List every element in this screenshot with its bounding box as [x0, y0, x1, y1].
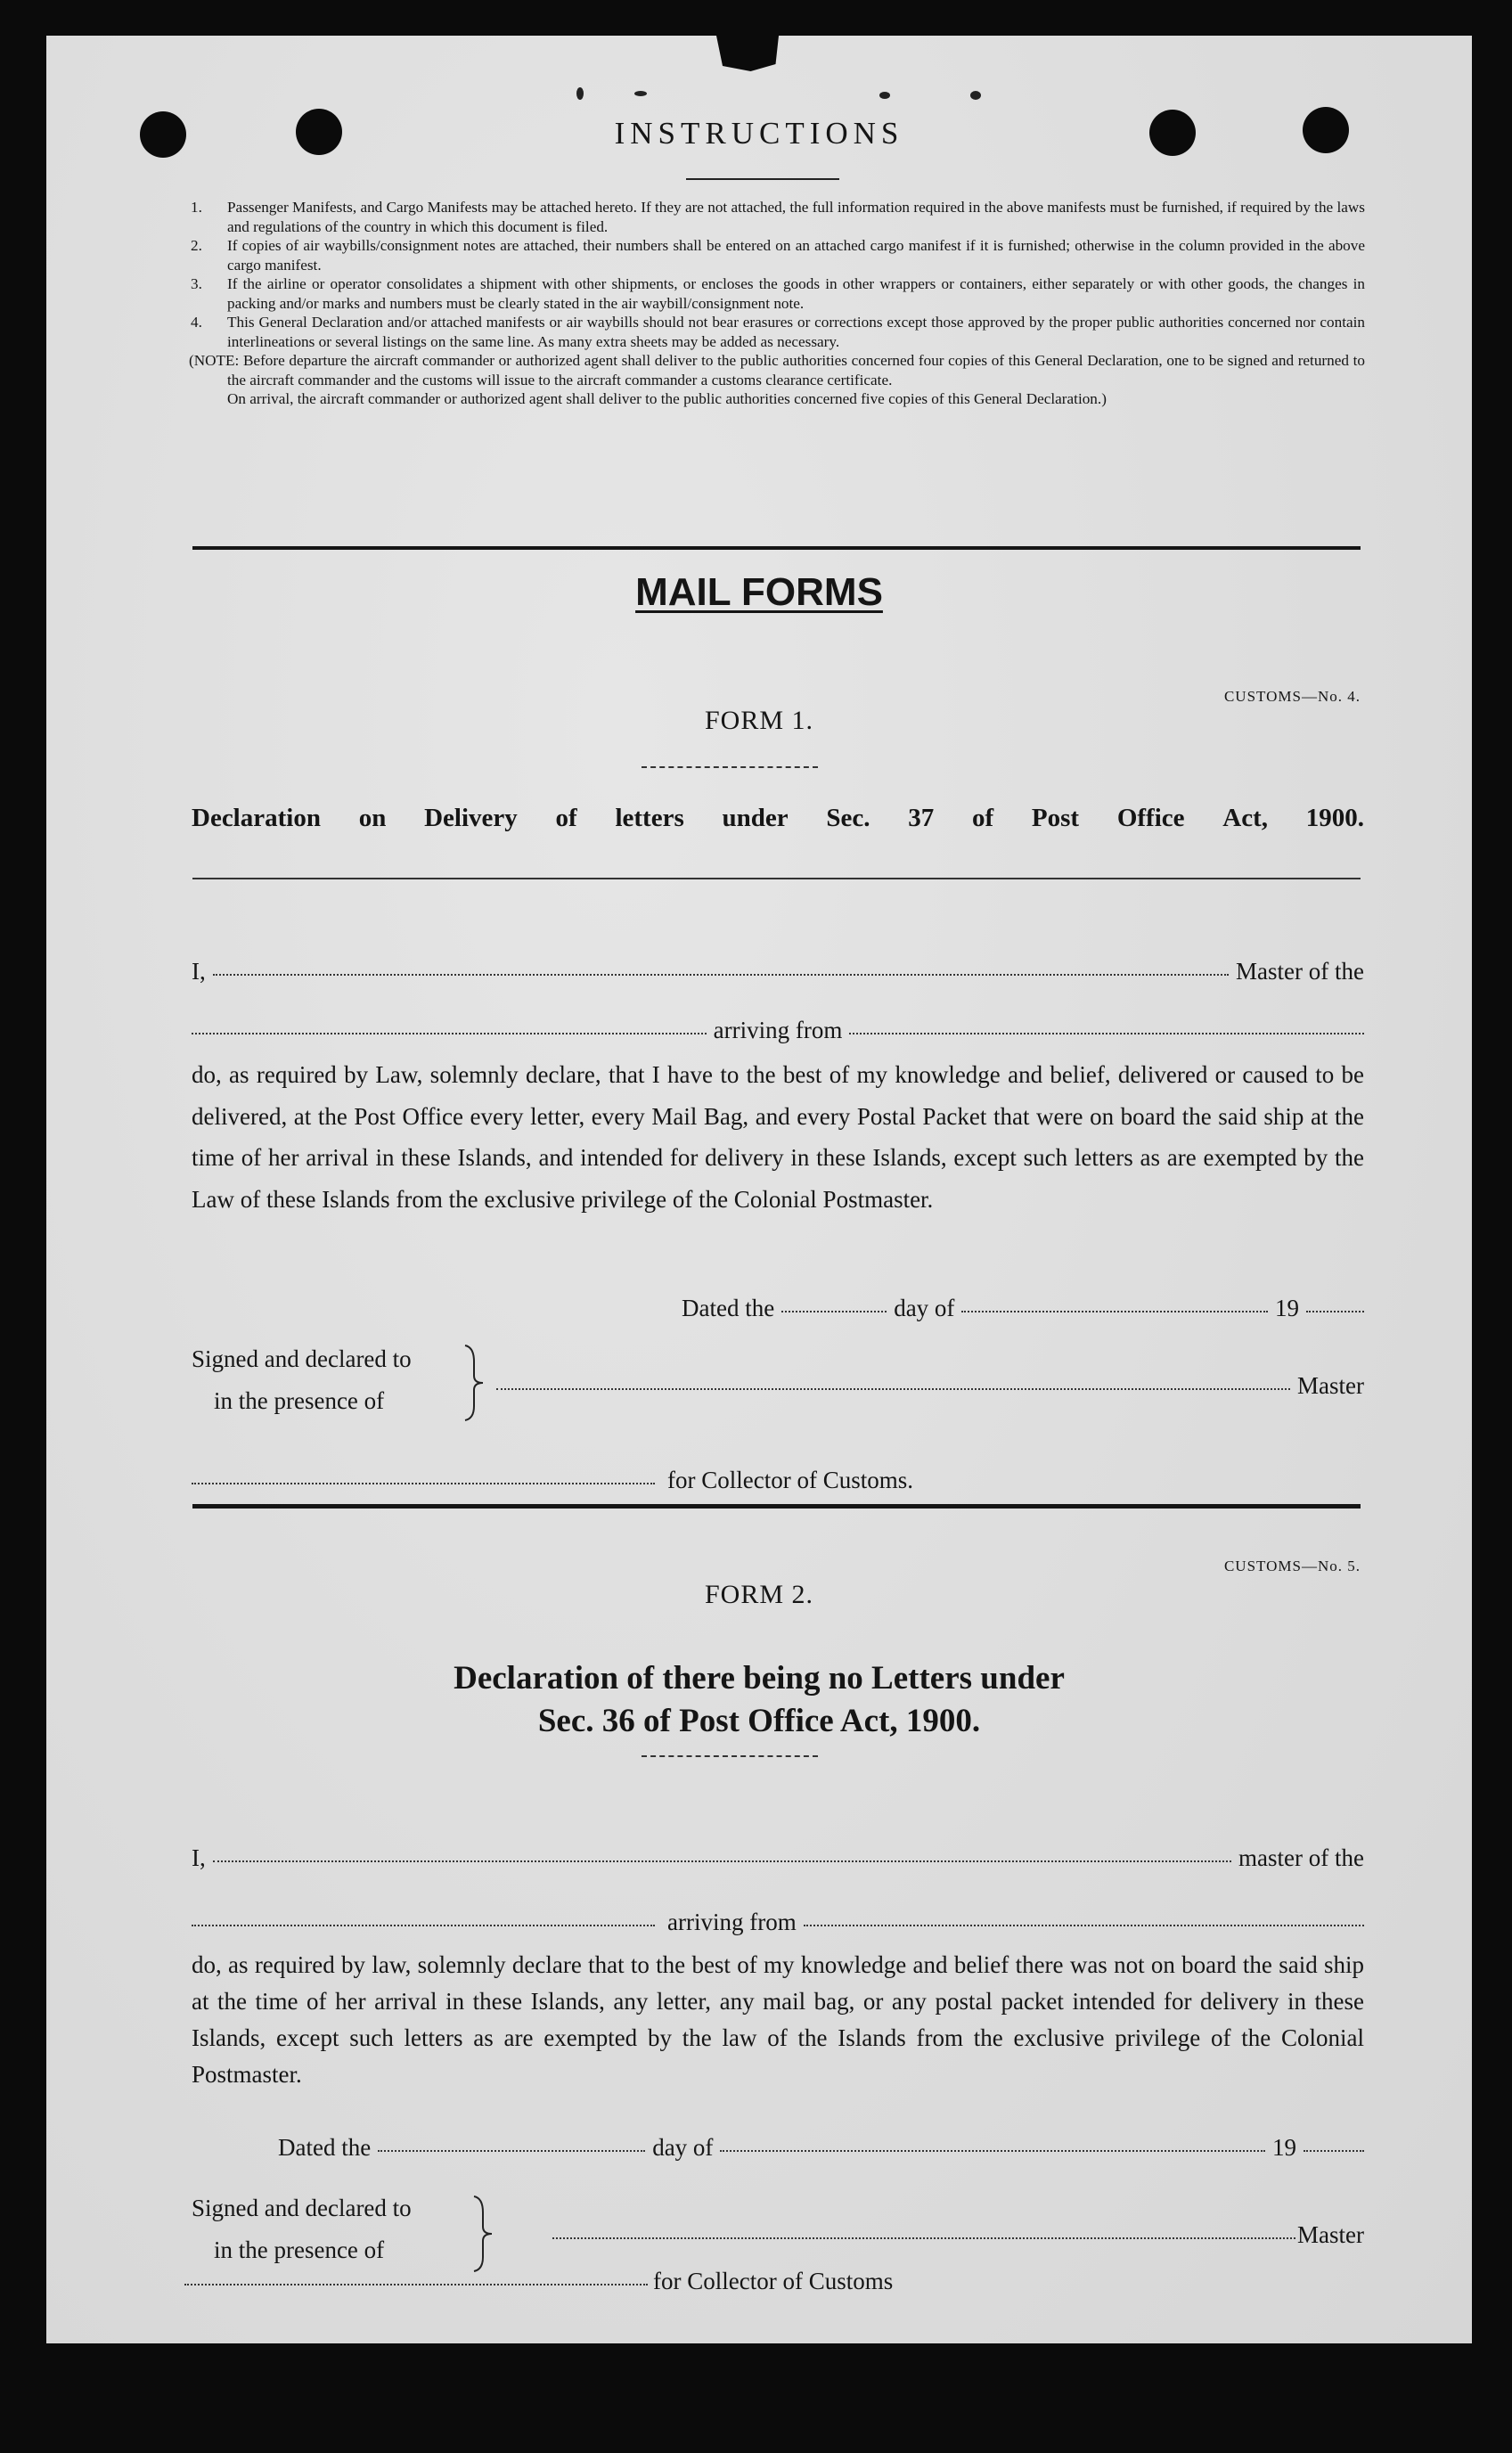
form1-master-line	[192, 958, 1364, 985]
instruction-item	[189, 198, 1365, 236]
heading-word: 37	[908, 804, 935, 832]
form-divider	[192, 1504, 1361, 1509]
speck	[879, 92, 890, 99]
mail-forms-title: MAIL FORMS	[635, 570, 883, 614]
form2-collector-label: for Collector of Customs	[653, 2268, 894, 2294]
form2-customs-number: CUSTOMS—No. 5.	[1223, 1558, 1361, 1574]
speck	[576, 87, 584, 100]
form2-master-line	[192, 1844, 1364, 1872]
form2-collector-line	[184, 2268, 986, 2295]
form2-signed-label	[192, 2195, 412, 2264]
instruction-item	[189, 313, 1365, 351]
form1-collector-field[interactable]	[192, 1483, 655, 1484]
form1-year-label: 19	[1275, 1295, 1299, 1321]
instruction-number: 4.	[191, 314, 202, 331]
form2-ship-field[interactable]	[192, 1925, 655, 1926]
form1-brace	[463, 1344, 485, 1422]
instruction-text: Passenger Manifests, and Cargo Manifests may be attached hereto. If they are not attached, the full information required in the above manifests must be furnished, if required by the laws and regulations of the country in which this document is filed.	[227, 199, 1365, 235]
form2-day-field[interactable]	[378, 2150, 645, 2152]
heading-word: of	[972, 804, 994, 832]
form2-signed-line-2: in the presence of	[214, 2236, 385, 2263]
form1-master-label: Master	[1297, 1372, 1364, 1399]
form2-heading-line-1: Declaration of there being no Letters under	[454, 1660, 1065, 1697]
form2-title: FORM 2.	[704, 1580, 814, 1609]
form1-ship-field[interactable]	[192, 1033, 707, 1034]
form2-declaration-body: do, as required by law, solemnly declare that to the best of my knowledge and belief there was not on board the said ship at the time of her arrival in these Islands, any letter, any mail bag, or any postal packet intended for delivery in these Islands, except such letters as are exempted by the law of the Islands from the exclusive privilege of the Colonial Postmaster.	[192, 1951, 1364, 2088]
instruction-text: This General Declaration and/or attached manifests or air waybills should not bear erasures or corrections except those approved by the proper public authorities concerned nor contain interlineations or several listings on the same line. As many extra sheets may be added as necessary.	[227, 314, 1365, 350]
form1-collector-label: for Collector of Customs.	[667, 1467, 913, 1493]
instruction-item	[189, 236, 1365, 274]
heading-word: under	[722, 804, 789, 832]
form1-signed-label	[192, 1345, 412, 1415]
form2-day-of-label: day of	[652, 2134, 714, 2161]
form2-master-label: Master	[1297, 2221, 1364, 2248]
form1-year-field[interactable]	[1306, 1311, 1364, 1312]
instruction-number: 1.	[191, 199, 202, 216]
form2-name-field[interactable]	[213, 1860, 1231, 1862]
form2-ship-line	[192, 1909, 1364, 1936]
instructions-rule	[686, 178, 839, 180]
form2-month-field[interactable]	[720, 2150, 1265, 2152]
form2-master-signature-field[interactable]	[552, 2237, 1295, 2239]
form1-master-signature-field[interactable]	[496, 1388, 1290, 1390]
instruction-text: If copies of air waybills/consignment notes are attached, their numbers shall be entered on an attached cargo manifest if it is furnished; otherwise in the column provided in the above cargo manifest.	[227, 237, 1365, 274]
form1-month-field[interactable]	[961, 1311, 1268, 1312]
form1-signed-line-1: Signed and declared to	[192, 1345, 412, 1372]
form2-brace	[472, 2195, 494, 2273]
heading-word: Post	[1031, 804, 1080, 832]
instructions-note-arrival: On arrival, the aircraft commander or authorized agent shall deliver to the public authorities concerned five copies of this General Declaration.)	[227, 390, 1107, 407]
section-divider	[192, 546, 1361, 550]
form1-master-of-label: Master of the	[1236, 958, 1364, 985]
speck	[970, 91, 981, 100]
instructions-note: (NOTE: Before departure the aircraft commander or authorized agent shall deliver to the public authorities concerned four copies of this General Declaration, one to be signed and returned to the aircraft commander and the customs will issue to the aircraft commander a customs clearance certificate.	[189, 352, 1365, 388]
form1-heading-rule	[192, 878, 1361, 879]
form1-arriving-from-label: arriving from	[713, 1017, 843, 1043]
form2-master-sign-line	[552, 2221, 1364, 2249]
heading-word: letters	[615, 804, 684, 832]
instructions-title: INSTRUCTIONS	[614, 116, 904, 151]
heading-word: Act,	[1222, 804, 1268, 832]
form2-year-field[interactable]	[1304, 2150, 1364, 2152]
form2-dated-label: Dated the	[278, 2134, 372, 2161]
instructions-list	[189, 198, 1365, 409]
form2-dated-line	[278, 2134, 1364, 2162]
heading-word: of	[555, 804, 577, 832]
form1-ship-line	[192, 1017, 1364, 1044]
heading-word: 1900.	[1305, 804, 1364, 832]
heading-word: Declaration	[192, 804, 321, 832]
form2-master-of-label: master of the	[1238, 1844, 1364, 1871]
form1-declaration-body: do, as required by Law, solemnly declare, that I have to the best of my knowledge and belief, delivered or caused to be delivered, at the Post Office every letter, every Mail Bag, and every Postal Packet that were on board the said ship at the time of her arrival in these Islands, and intended for delivery in these Islands, except such letters as are exempted by the Law of these Islands from the exclusive privilege of the Colonial Postmaster.	[192, 1061, 1364, 1213]
form1-day-field[interactable]	[781, 1311, 887, 1312]
form2-year-label: 19	[1272, 2134, 1296, 2161]
form1-collector-line	[192, 1467, 993, 1494]
form2-heading-line-2: Sec. 36 of Post Office Act, 1900.	[537, 1703, 981, 1739]
instruction-text: If the airline or operator consolidates a shipment with other shipments, or encloses the goods in other wrappers or containers, either separately or with other goods, the changes in packing and/or marks and numbers must be clearly stated in the air waybill/consignment note.	[227, 275, 1365, 312]
instruction-item	[189, 274, 1365, 313]
form1-title: FORM 1.	[704, 706, 814, 735]
form1-title-rule	[642, 766, 818, 768]
form2-signed-line-1: Signed and declared to	[192, 2195, 412, 2221]
paper-tab-shadow	[716, 36, 779, 71]
form1-i-label: I,	[192, 958, 206, 985]
form1-master-sign-line	[496, 1372, 1364, 1400]
form1-signed-line-2: in the presence of	[214, 1387, 385, 1414]
form1-day-of-label: day of	[894, 1295, 955, 1321]
heading-word: Sec.	[826, 804, 870, 832]
form2-i-label: I,	[192, 1844, 206, 1871]
heading-word: Delivery	[424, 804, 518, 832]
form1-customs-number: CUSTOMS—No. 4.	[1223, 688, 1361, 705]
heading-word: on	[358, 804, 387, 832]
instruction-number: 2.	[191, 237, 202, 254]
form2-origin-field[interactable]	[804, 1925, 1364, 1926]
form1-dated-label: Dated the	[682, 1295, 775, 1321]
form2-title-rule	[642, 1755, 818, 1757]
form1-origin-field[interactable]	[849, 1033, 1364, 1034]
form2-collector-field[interactable]	[184, 2284, 648, 2285]
form2-declaration-heading	[46, 1657, 1472, 1743]
form2-arriving-from-label: arriving from	[667, 1909, 797, 1935]
form1-dated-line	[682, 1295, 1364, 1322]
document-page	[46, 36, 1472, 2343]
form1-declaration-heading	[192, 804, 1364, 833]
speck	[634, 91, 647, 96]
instruction-number: 3.	[191, 275, 202, 292]
heading-word: Office	[1116, 804, 1185, 832]
form1-name-field[interactable]	[213, 974, 1229, 976]
